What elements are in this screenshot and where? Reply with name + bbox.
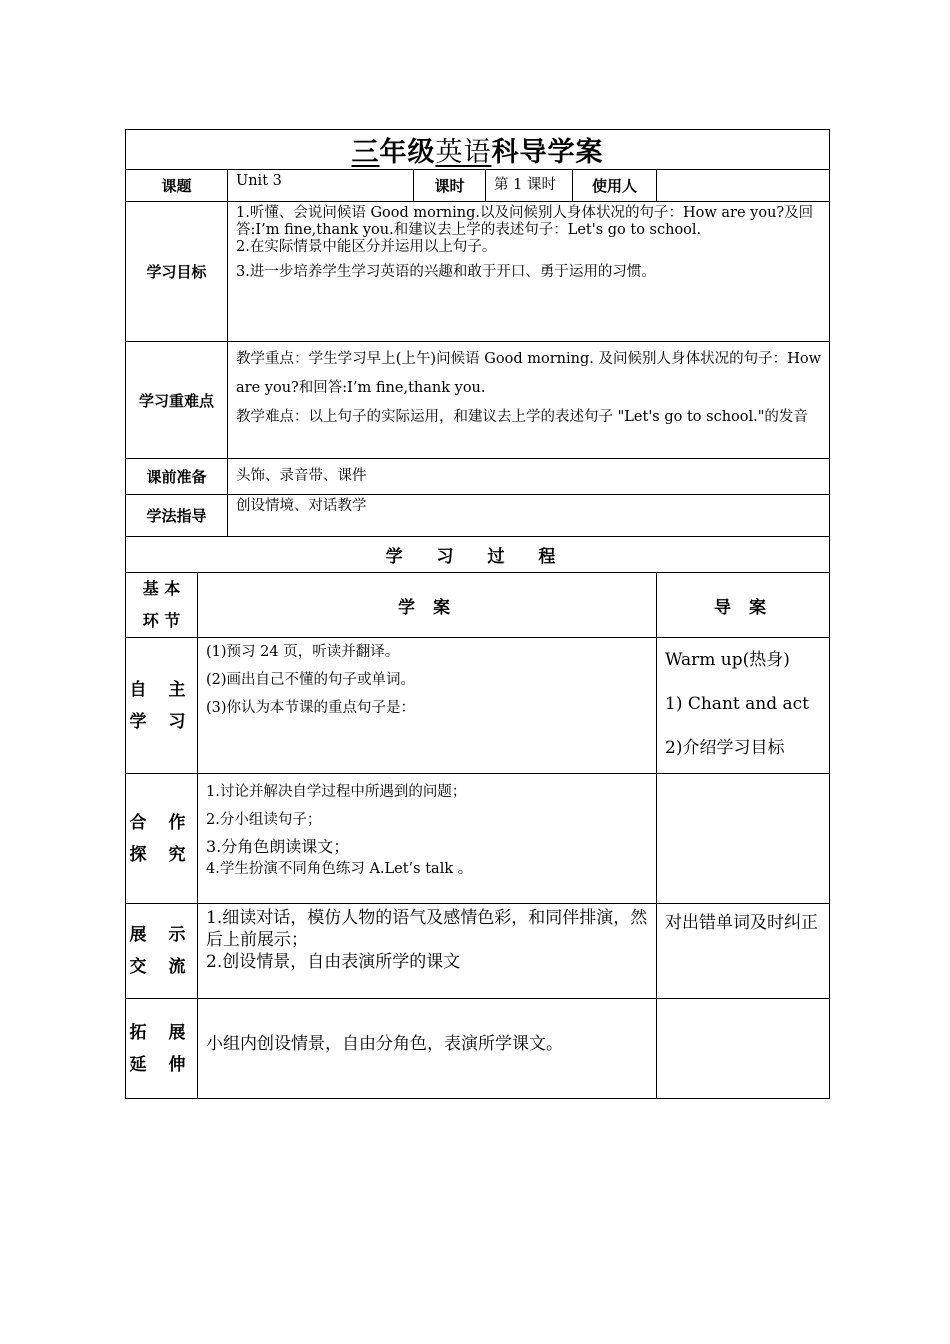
key-points-content bbox=[228, 342, 830, 459]
stage-self-study bbox=[126, 638, 198, 774]
study-4-item-1: 小组内创设情景，自由分角色，表演所学课文。 bbox=[206, 1033, 563, 1054]
method-value: 创设情境、对话教学 bbox=[228, 495, 830, 537]
stage-1-line2: 学 习 bbox=[129, 711, 194, 732]
study-3-item-2: 2.创设情景，自由表演所学的课文 bbox=[206, 952, 461, 972]
period-label: 课时 bbox=[414, 170, 486, 202]
process-col-stage-line1: 基 本 bbox=[142, 579, 181, 598]
process-col-stage-line2: 环 节 bbox=[142, 611, 181, 630]
process-col-study-label: 学 案 bbox=[398, 597, 456, 618]
stage-4-line1: 拓 展 bbox=[129, 1022, 194, 1043]
guide-1-item-2: 1) Chant and act bbox=[665, 694, 809, 714]
page-title bbox=[126, 130, 830, 170]
study-extension bbox=[198, 999, 657, 1099]
objective-1: 1.听懂、会说问候语 Good morning.以及问候别人身体状况的句子：How are you?及回答:I’m fine,thank you.和建议去上学的表述句子：Let's go to school. bbox=[236, 205, 814, 238]
guide-3-item-1: 对出错单词及时纠正 bbox=[665, 913, 818, 933]
stage-3-line2: 交 流 bbox=[129, 957, 194, 977]
title-subject: 英语 bbox=[435, 137, 492, 168]
stage-2-line1: 合 作 bbox=[129, 812, 194, 833]
stage-2-line2: 探 究 bbox=[129, 844, 194, 865]
title-part1: 年级 bbox=[379, 137, 436, 168]
process-col-study bbox=[198, 573, 657, 638]
preparation-value: 头饰、录音带、课件 bbox=[228, 459, 830, 495]
title-grade: 三 bbox=[351, 137, 380, 168]
study-3-item-1: 1.细读对话，模仿人物的语气及感情色彩，和同伴排演，然后上前展示； bbox=[206, 908, 648, 950]
stage-3-line1: 展 示 bbox=[129, 925, 194, 945]
key-focus: 教学重点：学生学习早上(上午)问候语 Good morning. 及问候别人身体状况的句子：How are you?和回答:I’m fine,thank you. bbox=[236, 351, 821, 396]
topic-label: 课题 bbox=[126, 170, 228, 202]
process-title: 学 习 过 程 bbox=[126, 537, 830, 573]
study-2-item-2: 2.分小组读句子； bbox=[206, 812, 322, 828]
lesson-plan bbox=[125, 129, 829, 1099]
study-1-item-2: (2)画出自己不懂的句子或单词。 bbox=[206, 672, 416, 688]
study-2-item-4: 4.学生扮演不同角色练习 A.Let’s talk 。 bbox=[206, 861, 473, 877]
objectives-label: 学习目标 bbox=[126, 202, 228, 342]
stage-presentation bbox=[126, 904, 198, 999]
guide-extension bbox=[657, 999, 830, 1099]
stage-1-line1: 自 主 bbox=[129, 679, 194, 700]
process-col-guide-label: 导 案 bbox=[714, 597, 772, 618]
stage-cooperation bbox=[126, 774, 198, 904]
stage-extension bbox=[126, 999, 198, 1099]
user-value bbox=[657, 170, 830, 202]
key-difficulty: 教学难点：以上句子的实际运用，和建议去上学的表述句子 "Let's go to school."的发音 bbox=[236, 409, 808, 425]
stage-4-line2: 延 伸 bbox=[129, 1054, 194, 1075]
study-1-item-1: (1)预习 24 页，听读并翻译。 bbox=[206, 644, 400, 660]
guide-self-study bbox=[657, 638, 830, 774]
study-presentation bbox=[198, 904, 657, 999]
objective-3: 3.进一步培养学生学习英语的兴趣和敢于开口、勇于运用的习惯。 bbox=[236, 264, 656, 280]
study-self-study bbox=[198, 638, 657, 774]
topic-value: Unit 3 bbox=[228, 170, 414, 202]
study-1-item-3: (3)你认为本节课的重点句子是： bbox=[206, 700, 416, 716]
objectives-content bbox=[228, 202, 830, 342]
guide-1-item-1: Warm up(热身) bbox=[665, 650, 790, 670]
process-col-guide bbox=[657, 573, 830, 638]
guide-cooperation bbox=[657, 774, 830, 904]
study-cooperation bbox=[198, 774, 657, 904]
method-label: 学法指导 bbox=[126, 495, 228, 537]
user-label: 使用人 bbox=[573, 170, 657, 202]
key-points-label: 学习重难点 bbox=[126, 342, 228, 459]
study-2-item-3: 3.分角色朗读课文； bbox=[206, 837, 350, 856]
lesson-plan-table bbox=[125, 129, 830, 1099]
period-value: 第 1 课时 bbox=[486, 170, 573, 202]
guide-presentation bbox=[657, 904, 830, 999]
study-2-item-1: 1.讨论并解决自学过程中所遇到的问题； bbox=[206, 784, 467, 800]
title-part2: 科导学案 bbox=[491, 137, 604, 168]
process-col-stage bbox=[126, 573, 198, 638]
guide-1-item-3: 2)介绍学习目标 bbox=[665, 738, 785, 758]
preparation-label: 课前准备 bbox=[126, 459, 228, 495]
objective-2: 2.在实际情景中能区分并运用以上句子。 bbox=[236, 239, 497, 255]
